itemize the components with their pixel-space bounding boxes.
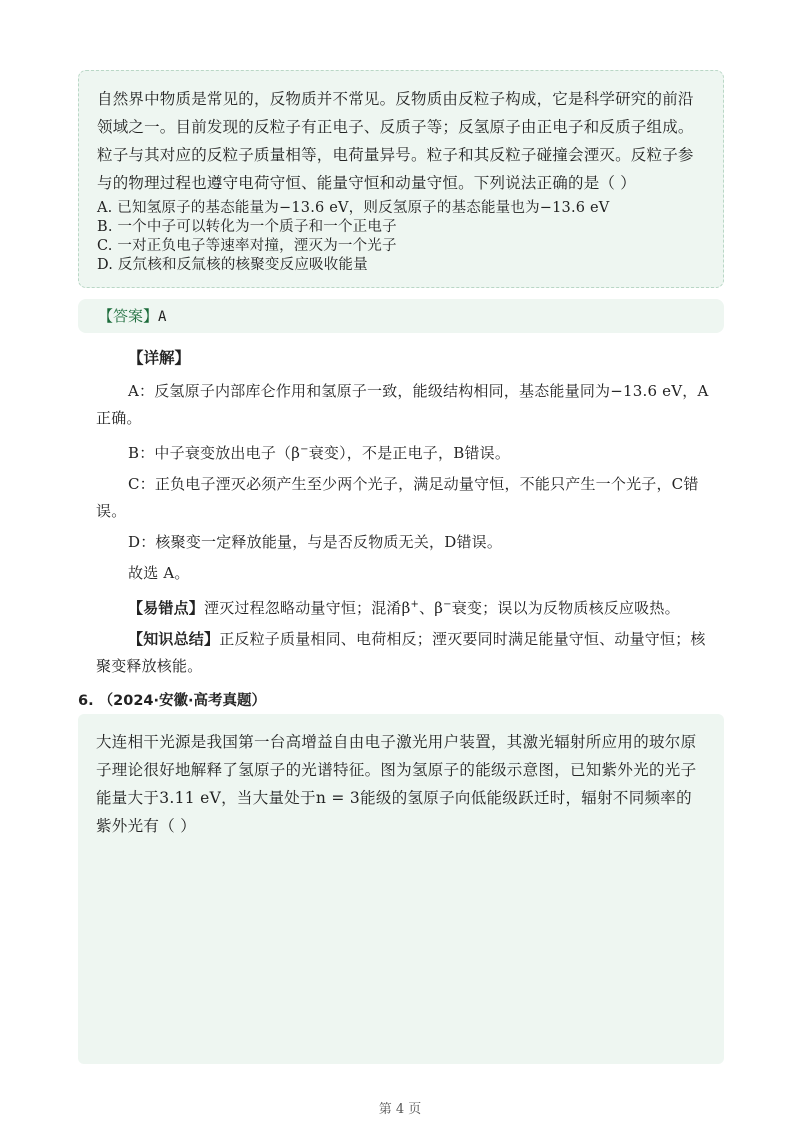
question-5-stem: 自然界中物质是常见的，反物质并不常见。反物质由反粒子构成，它是科学研究的前沿领域之一。目前发现的反粒子有正电子、反质子等；反氢原子由正电子和反质子组成。粒子与其对应的反粒子质量相等，电荷量异号。粒子和其反粒子碰撞会湮灭。反粒子参与的物理过程也遵守电荷守恒、能量守恒和动量守恒。下列说法正确的是（ ） [97,90,694,192]
explanation-choice: 故选 A。 [128,564,190,582]
answer-label: 【答案】 [98,307,159,325]
error-mid: 、β [419,599,444,617]
question-5-box [78,70,724,288]
explanation-b [96,436,716,467]
explanation-b-sup: − [300,444,309,455]
explanation-d: D：核聚变一定释放能量，与是否反物质无关，D错误。 [128,533,503,551]
question-6-stem: 大连相干光源是我国第一台高增益自由电子激光用户装置，其激光辐射所应用的玻尔原子理论很好地解释了氢原子的光谱特征。图为氢原子的能级示意图，已知紫外光的光子能量大于3.11 eV，当大量处于n = 3能级的氢原子向低能级跃迁时，辐射不同频率的紫外光有（ ） [96,733,697,835]
option-b: B. 一个中子可以转化为一个质子和一个正电子 [97,219,397,235]
explanation-b-pre: B：中子衰变放出电子（β [128,444,301,462]
answer-value: A [158,309,167,325]
error-pre: 湮灭过程忽略动量守恒；混淆β [204,599,411,617]
option-c: C. 一对正负电子等速率对撞，湮灭为一个光子 [97,238,397,254]
summary-text: 正反粒子质量相同、电荷相反；湮灭要同时满足能量守恒、动量守恒；核聚变释放核能。 [96,630,706,675]
explanation-heading: 【详解】 [128,348,191,367]
question-6-box [78,714,724,1064]
answer-box [78,299,724,333]
knowledge-summary [96,626,716,680]
error-label: 【易错点】 [128,599,205,617]
question-6-title: 6. （2024·安徽·高考真题） [78,693,267,709]
explanation-section [96,346,716,684]
question-5-options [97,199,707,275]
summary-label: 【知识总结】 [128,630,220,648]
explanation-b-post: 衰变），不是正电子，B错误。 [308,444,511,462]
error-sup-minus: − [443,599,452,610]
explanation-c: C：正负电子湮灭必须产生至少两个光子，满足动量守恒，不能只产生一个光子，C错误。 [96,475,699,520]
option-a: A. 已知氢原子的基态能量为−13.6 eV，则反氢原子的基态能量也为−13.6 eV [97,200,610,216]
explanation-a: A：反氢原子内部库仑作用和氢原子一致，能级结构相同，基态能量同为−13.6 eV，A正确。 [96,382,709,427]
error-sup-plus: + [410,599,420,610]
error-prone-point [96,591,716,622]
option-d: D. 反氘核和反氚核的核聚变反应吸收能量 [97,257,368,273]
error-post: 衰变；误以为反物质核反应吸热。 [451,599,680,617]
page-number: 第 4 页 [378,1102,422,1117]
